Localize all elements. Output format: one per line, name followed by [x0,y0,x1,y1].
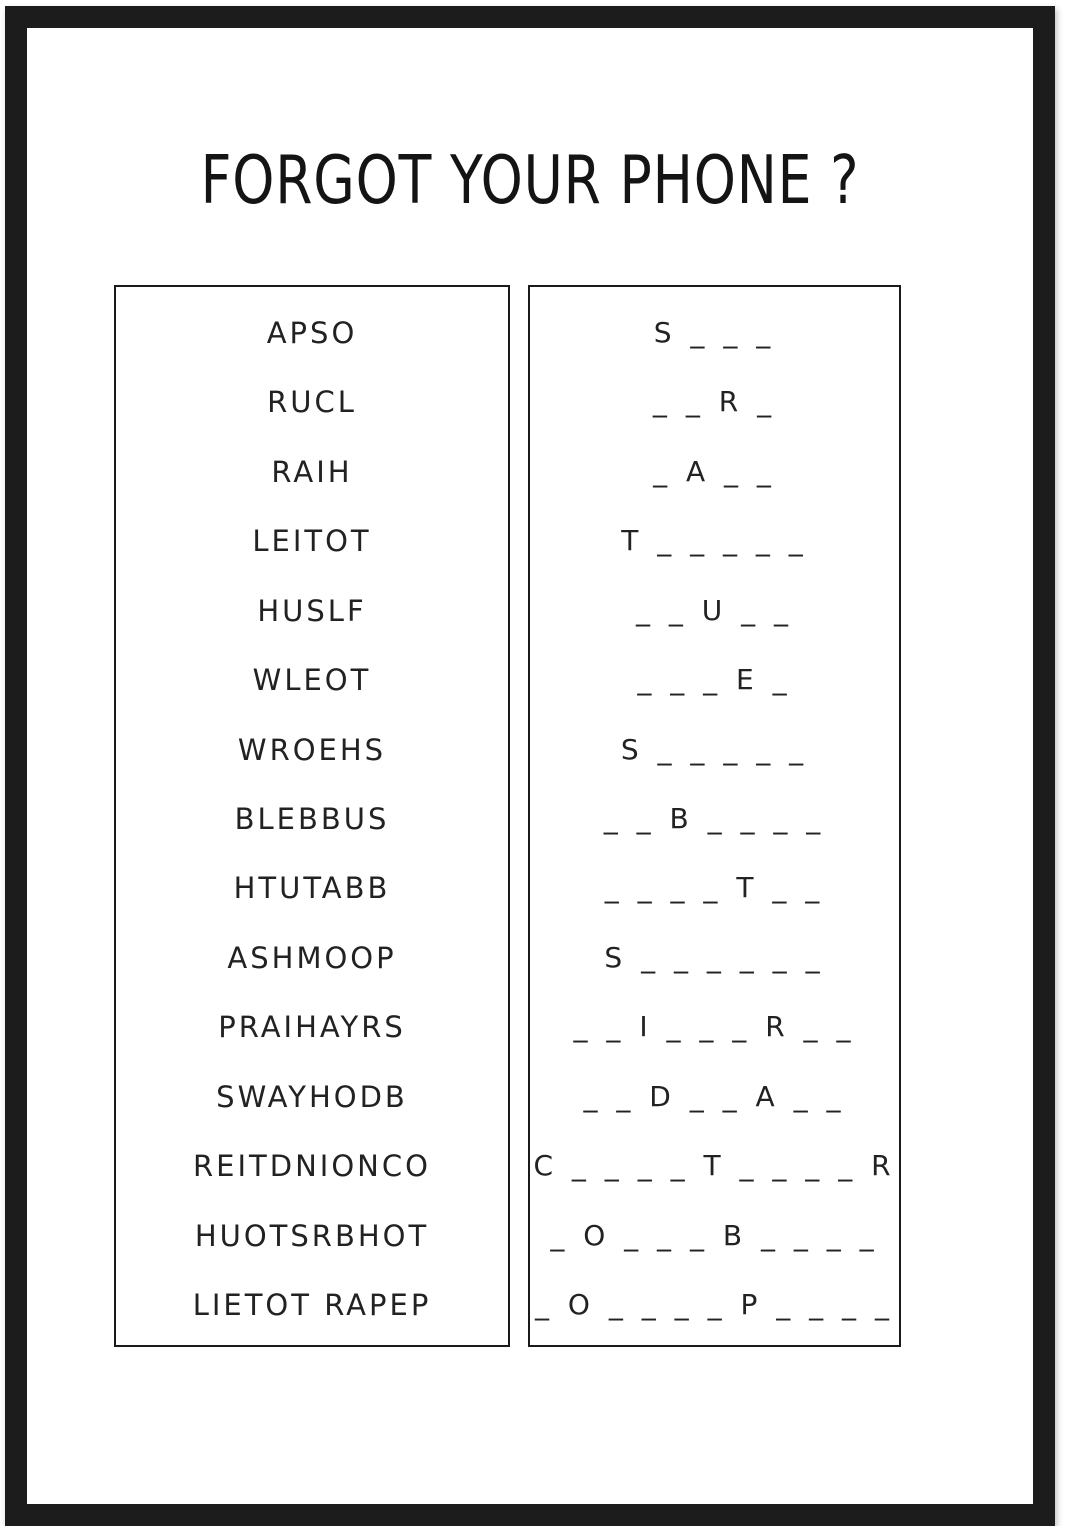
scrambled-word: APSO [266,316,358,350]
scrambled-word: REITDNIONCO [193,1149,431,1183]
scrambled-word: HUSLF [257,594,367,628]
scrambled-words-column [114,285,510,1347]
hint-pattern: _ A _ _ [653,455,776,488]
hint-pattern: C _ _ _ _ T _ _ _ _ R [533,1149,896,1182]
poster [27,28,1033,1504]
picture-frame [5,6,1055,1526]
hint-pattern: S _ _ _ _ _ _ [604,941,825,974]
hint-pattern: _ _ _ _ T _ _ [604,871,825,904]
hint-pattern: S _ _ _ [653,316,776,349]
scrambled-word: BLEBBUS [234,802,390,836]
scrambled-word: PRAIHAYRS [218,1010,406,1044]
scrambled-word: WLEOT [252,663,372,697]
scrambled-word: RUCL [267,385,357,419]
hint-pattern: T _ _ _ _ _ [621,524,808,557]
scrambled-word: RAIH [271,455,353,489]
scrambled-word: WROEHS [237,733,387,767]
hint-pattern: _ _ B _ _ _ _ [603,802,826,835]
hint-pattern: _ _ D _ _ A _ _ [583,1080,846,1113]
scrambled-word: LEITOT [252,524,372,558]
hint-pattern: S _ _ _ _ _ [620,733,809,766]
hints-column [528,285,901,1347]
scrambled-word: LIETOT RAPEP [192,1288,432,1322]
scrambled-word: SWAYHODB [216,1080,408,1114]
hint-pattern: _ _ U _ _ [635,594,794,627]
hint-pattern: _ O _ _ _ B _ _ _ _ [550,1219,879,1252]
hint-pattern: _ O _ _ _ _ P _ _ _ _ [535,1288,894,1321]
hint-pattern: _ _ R _ [652,385,777,418]
scrambled-word: HTUTABB [233,871,391,905]
hint-pattern: _ _ I _ _ _ R _ _ [573,1010,856,1043]
scrambled-word: HUOTSRBHOT [194,1219,430,1253]
poster-title: FORGOT YOUR PHONE ? [200,141,860,219]
hint-pattern: _ _ _ E _ [637,663,792,696]
scrambled-word: ASHMOOP [227,941,397,975]
